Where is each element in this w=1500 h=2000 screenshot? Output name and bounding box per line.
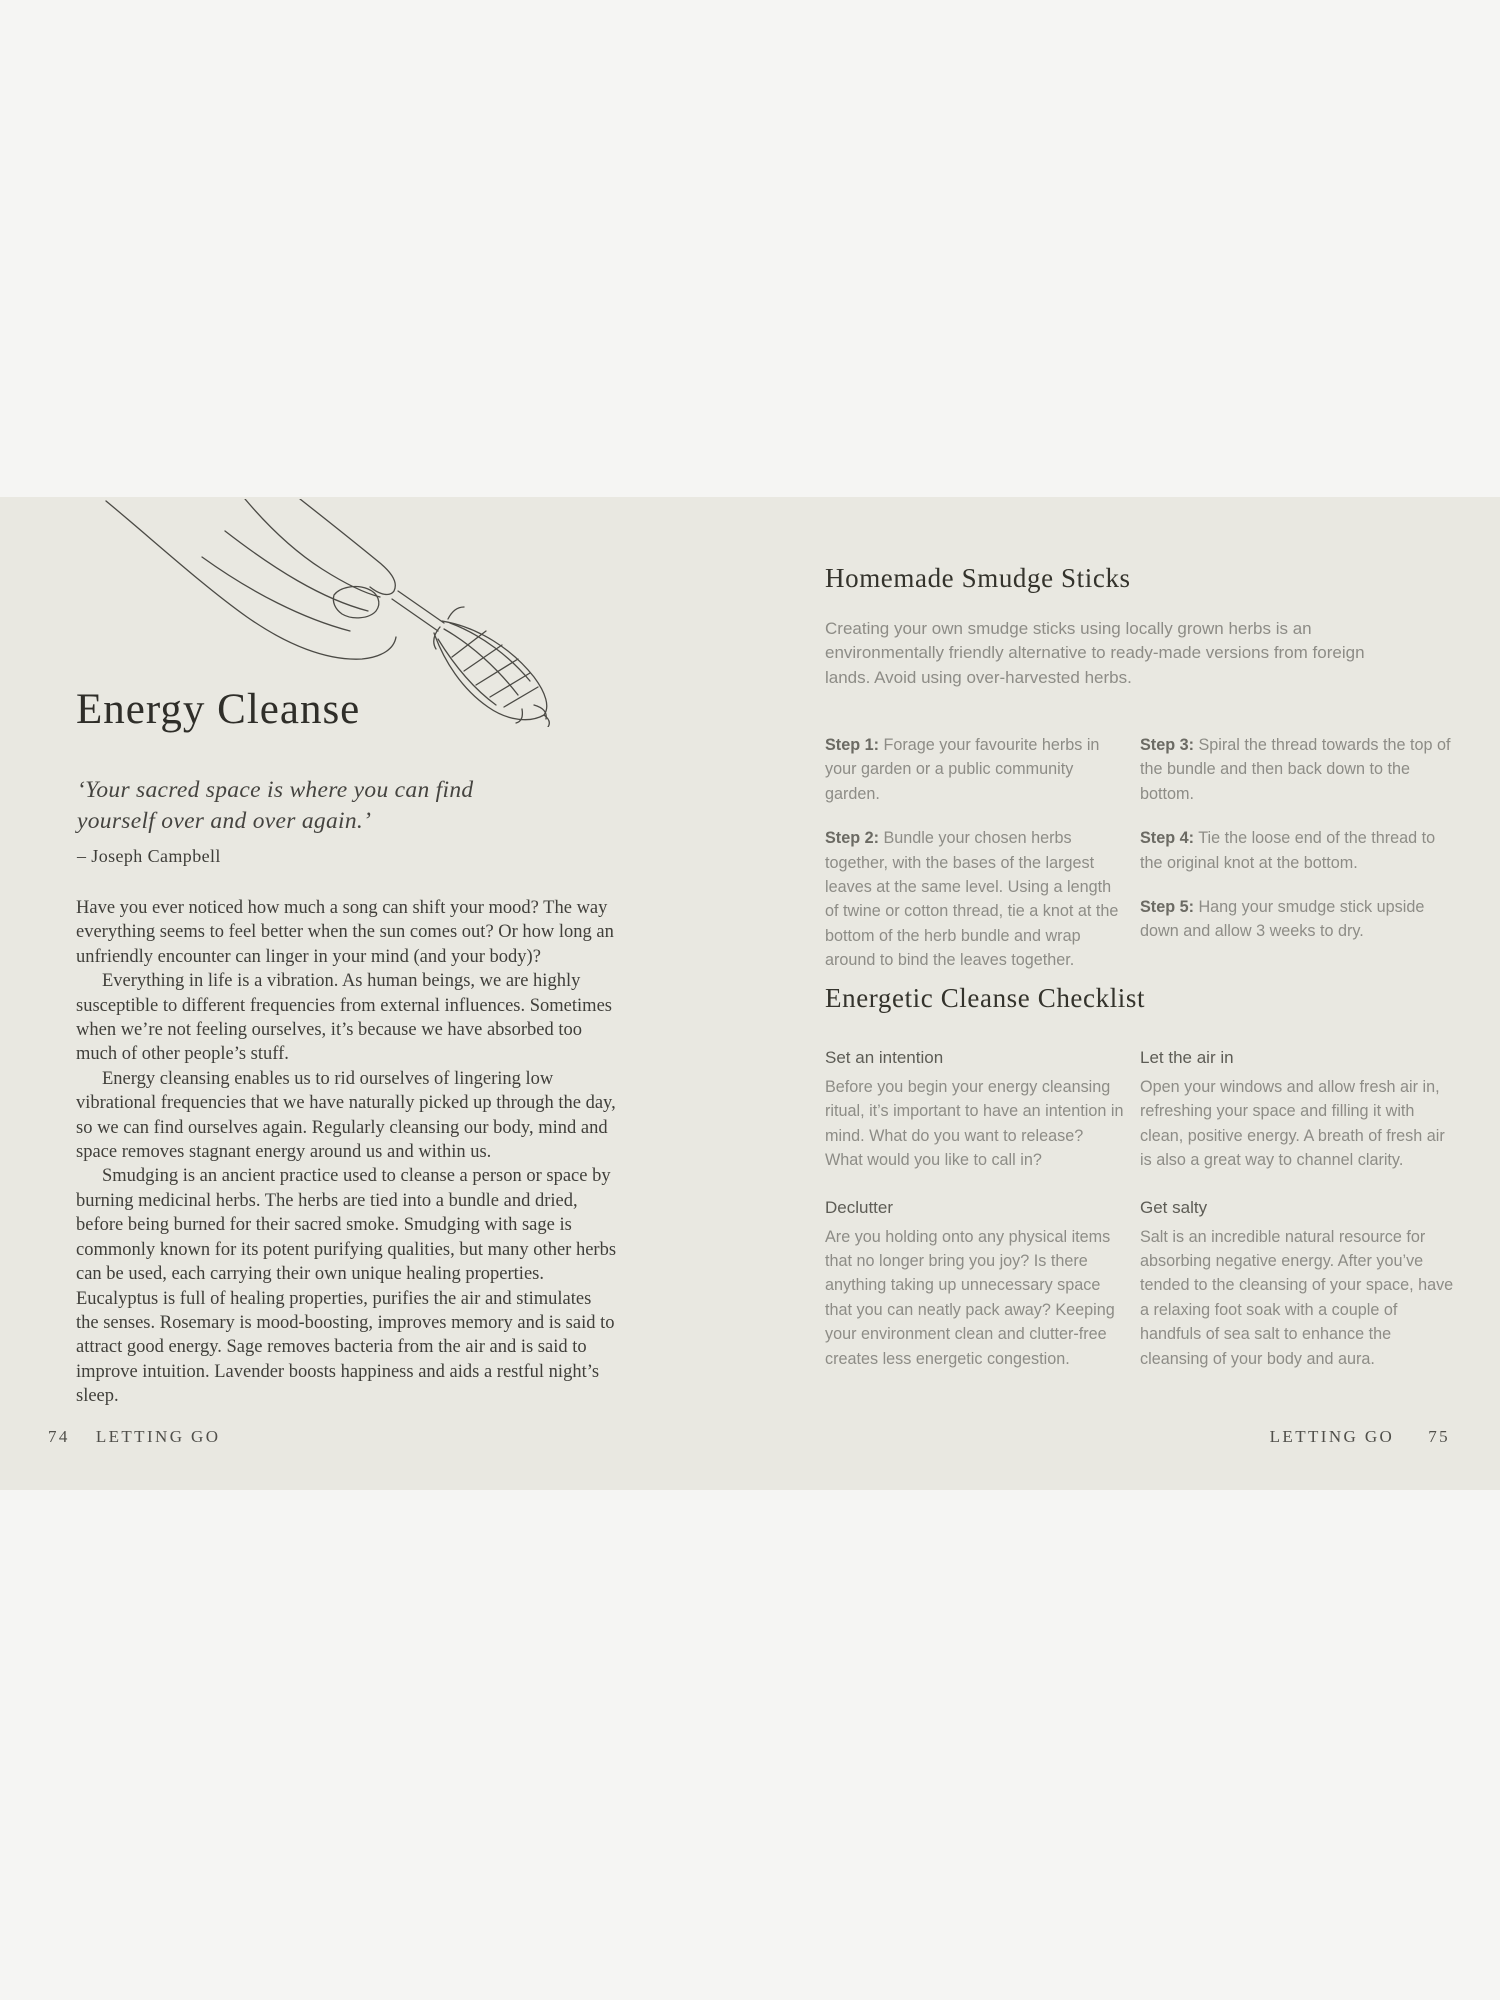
checklist-item-text: Open your windows and allow fresh air in, refreshing your space and filling it with clean, positive energy. A breath of fresh air is also a great way to channel clarity. xyxy=(1140,1078,1445,1170)
quote-attribution: – Joseph Campbell xyxy=(77,846,221,866)
section-label: LETTING GO xyxy=(95,1427,221,1446)
checklist-item-title: Set an intention xyxy=(825,1048,944,1067)
checklist-item-text: Salt is an incredible natural resource for absorbing negative energy. After you’ve tended to the cleansing of your space, have a relaxing foot soak with a couple of handfuls of sea salt to enhance the cleansing of your body and aura. xyxy=(1140,1227,1454,1368)
checklist-columns xyxy=(825,1046,1454,1394)
checklist-item-get-salty xyxy=(1140,1196,1454,1371)
quote-block xyxy=(77,775,473,867)
smudge-sticks-intro: Creating your own smudge sticks using locally grown herbs is an environmentally friendly alternative to ready-made versions from foreign lands. Avoid using over-harvested herbs. xyxy=(825,619,1365,687)
checklist-item-title: Let the air in xyxy=(1140,1048,1234,1067)
left-page-footer xyxy=(48,1427,220,1447)
checklist-item-text: Are you holding onto any physical items that no longer bring you joy? Is there anything taking up unnecessary space that you can neatly pack away? Keeping your environment clean and clutter-free creates less energetic congestion. xyxy=(825,1227,1115,1368)
steps-column-left xyxy=(825,733,1125,993)
step-text: Spiral the thread towards the top of the bundle and then back down to the bottom. xyxy=(1140,736,1451,803)
step-label: Step 2: xyxy=(825,829,879,848)
step-item-5 xyxy=(1140,895,1454,944)
step-label: Step 5: xyxy=(1140,898,1194,917)
checklist-item-title: Get salty xyxy=(1140,1197,1208,1217)
left-page xyxy=(0,497,750,1490)
step-label: Step 1: xyxy=(825,736,879,754)
step-item-4 xyxy=(1140,826,1454,875)
body-paragraph-1: Have you ever noticed how much a song can shift your mood? The way everything seems to feel better when the sun comes out? Or how long an unfriendly encounter can linger in your mind (and your body)? xyxy=(76,898,614,967)
body-paragraph-2: Everything in life is a vibration. As human beings, we are highly susceptible to different frequencies from external influences. Sometimes when we’re not feeling ourselves, it’s because we have absorbed too much of other people’s stuff. xyxy=(76,971,612,1065)
step-text: Bundle your chosen herbs together, with the bases of the largest leaves at the same level. Using a length of twine or cotton thread, tie a knot at the bottom of the herb bundle and wrap around to bind the leaves together. xyxy=(825,829,1119,970)
checklist-item-title: Declutter xyxy=(825,1197,894,1217)
step-item-2 xyxy=(825,826,1125,972)
book-spread xyxy=(0,497,1500,1490)
right-page xyxy=(750,497,1500,1490)
checklist-item-text: Before you begin your energy cleansing ritual, it’s important to have an intention in mind. What do you want to release? What would you like to call in? xyxy=(825,1078,1124,1170)
right-page-footer xyxy=(1270,1427,1450,1447)
checklist-column-right xyxy=(1140,1046,1454,1394)
section-label: LETTING GO xyxy=(1269,1427,1395,1446)
checklist-item-let-the-air-in xyxy=(1140,1046,1454,1173)
step-item-3 xyxy=(1140,733,1454,806)
page-number: 75 xyxy=(1428,1427,1450,1446)
step-label: Step 3: xyxy=(1140,736,1194,754)
body-copy xyxy=(76,896,617,1409)
quote-line-1: ‘Your sacred space is where you can find xyxy=(77,777,474,803)
page-title: Energy Cleanse xyxy=(76,686,361,733)
section-heading-smudge-sticks: Homemade Smudge Sticks xyxy=(825,563,1131,593)
body-paragraph-3: Energy cleansing enables us to rid ourselves of lingering low vibrational frequencies that we have naturally picked up through the day, so we can find ourselves again. Regularly cleansing our body, mind and space removes stagnant energy around us and within us. xyxy=(76,1068,616,1163)
step-text: Tie the loose end of the thread to the original knot at the bottom. xyxy=(1140,829,1436,872)
step-item-1 xyxy=(825,733,1125,806)
step-text: Hang your smudge stick upside down and allow 3 weeks to dry. xyxy=(1140,898,1425,941)
checklist-column-left xyxy=(825,1046,1125,1394)
section-heading-cleanse-checklist: Energetic Cleanse Checklist xyxy=(825,983,1146,1013)
steps-column-right xyxy=(1140,733,1454,993)
page-number: 74 xyxy=(48,1427,70,1446)
step-text: Forage your favourite herbs in your garden or a public community garden. xyxy=(825,736,1100,803)
step-label: Step 4: xyxy=(1140,829,1194,848)
body-paragraph-4: Smudging is an ancient practice used to cleanse a person or space by burning medicinal herbs. The herbs are tied into a bundle and dried, before being burned for their sacred smoke. Smudging with sage is commonly known for its potent purifying qualities, but many other herbs can be used, each carrying their own unique healing properties. Eucalyptus is full of healing properties, purifies the air and stimulates the senses. Rosemary is mood-boosting, improves memory and is said to attract good energy. Sage removes bacteria from the air and is said to improve intuition. Lavender boosts happiness and aids a restful night’s sleep. xyxy=(76,1166,617,1407)
checklist-item-declutter xyxy=(825,1196,1125,1371)
steps-columns xyxy=(825,733,1454,993)
quote-line-2: yourself over and over again.’ xyxy=(77,808,372,834)
checklist-item-set-an-intention xyxy=(825,1046,1125,1173)
